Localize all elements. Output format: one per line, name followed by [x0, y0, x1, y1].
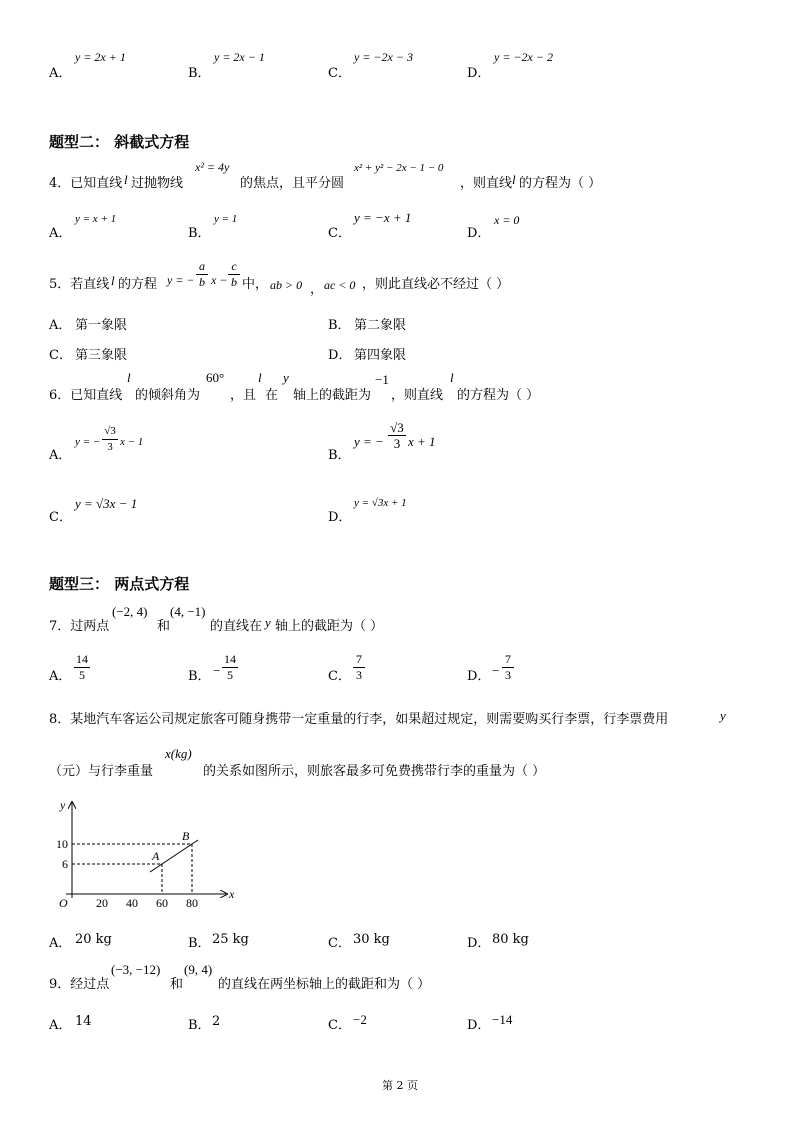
q6-var-l-3: l: [450, 370, 454, 385]
x-tick-label: 40: [126, 896, 138, 909]
q7-option-a-den: 5: [79, 668, 85, 682]
q9-option-c-label: C．: [328, 1018, 351, 1033]
q8-option-b-label: B．: [188, 936, 211, 951]
q6-var-l: l: [127, 370, 131, 385]
q5-var-l: l: [111, 273, 115, 288]
q7-option-b-label: B．: [188, 669, 211, 684]
q5-cond-ab: ab > 0: [270, 278, 303, 292]
q5-frac-den-b2: b: [231, 275, 237, 289]
q6-text-7: 的方程为（ ）: [457, 388, 540, 403]
q7-option-b-num: 14: [224, 652, 236, 666]
q9-option-a-text: 14: [75, 1014, 92, 1029]
q4-var-l: l: [124, 172, 128, 187]
q7-option-c-den: 3: [356, 668, 362, 682]
q4-option-b-expr: y = 1: [214, 213, 238, 225]
q6-var-y: y: [283, 370, 289, 385]
q6-option-b-den: 3: [393, 436, 401, 451]
q8-xkg: x(kg): [165, 746, 192, 761]
q7-option-a-num: 14: [76, 652, 88, 666]
q5-x-minus: x −: [211, 273, 228, 287]
x-axis-label: x: [229, 887, 235, 901]
q6-option-b-pre: y = −: [354, 434, 384, 449]
q7-option-d-num: 7: [502, 652, 514, 668]
q9-option-b-text: 2: [212, 1014, 221, 1029]
q6-option-b-label: B．: [328, 448, 351, 463]
q5-frac-a-b: [196, 259, 208, 290]
q6-option-b-post: x + 1: [408, 434, 436, 449]
q7-var-y: y: [265, 615, 271, 630]
q8-text-line1: 8．某地汽车客运公司规定旅客可随身携带一定重量的行李，如果超过规定，则需要购买行李票，行李票费用: [49, 712, 669, 727]
q9-option-a-label: A．: [49, 1018, 72, 1033]
q4-circle: x² + y² − 2x − 1 − 0: [354, 162, 444, 174]
q6-text-1: 6．已知直线: [49, 388, 123, 403]
q5-cond-ac: ac < 0: [324, 278, 356, 292]
q6-option-a-post: x − 1: [120, 436, 144, 448]
point-label-A: A: [152, 849, 160, 863]
q4-text-1: 4．已知直线: [49, 176, 123, 191]
page-footer: 第 2 页: [382, 1079, 418, 1092]
q5-option-c-text: 第三象限: [75, 348, 128, 363]
section-title-2: 题型二： 斜截式方程: [49, 133, 190, 151]
q4-text-5: 的方程为（ ）: [519, 176, 602, 191]
q4-option-a-label: A．: [49, 226, 72, 241]
q5-text-3: 中，: [242, 277, 269, 292]
q3-option-d-expr: y = −2x − 2: [494, 50, 553, 64]
q5-text-4: ，则此直线必不经过（ ）: [362, 277, 510, 292]
q6-option-a-frac: [102, 424, 118, 455]
q7-option-d-sign: −: [492, 663, 500, 678]
q6-option-d-label: D．: [328, 510, 352, 525]
q9-and: 和: [170, 977, 184, 992]
q7-option-a-frac: [74, 652, 90, 683]
q3-option-c-expr: y = −2x − 3: [354, 50, 413, 64]
q8-option-a-text: 20 kg: [75, 932, 112, 947]
q7-option-b-sign: −: [213, 663, 221, 678]
q8-graph: [40, 797, 240, 909]
q4-option-c-expr: y = −x + 1: [354, 210, 412, 225]
x-tick-label: 60: [156, 896, 168, 909]
q7-point-1: (−2, 4): [112, 604, 148, 619]
q6-text-6: ，则直线: [391, 388, 444, 403]
q7-option-d-den: 3: [505, 668, 511, 682]
q6-option-a-num: √3: [102, 424, 118, 440]
q6-option-a-pre: y = −: [75, 436, 101, 448]
q4-parabola: x² = 4y: [195, 160, 230, 174]
q8-var-y: y: [720, 708, 726, 723]
q8-option-a-label: A．: [49, 936, 72, 951]
origin-label: O: [59, 896, 68, 909]
q6-text-5: 轴上的截距为: [293, 388, 372, 403]
q6-text-3: ，且: [230, 388, 257, 403]
q7-text-3: 轴上的截距为（ ）: [275, 619, 384, 634]
q7-option-d-frac: [502, 652, 514, 683]
point-label-B: B: [182, 829, 190, 843]
q6-option-c-label: C．: [49, 510, 72, 525]
q5-eq-lhs: y = −: [167, 273, 195, 287]
q8-option-b-text: 25 kg: [212, 932, 249, 947]
section-title-3: 题型三： 两点式方程: [49, 575, 190, 593]
q9-option-d-text: −14: [492, 1012, 513, 1027]
q4-option-d-expr: x = 0: [494, 213, 520, 227]
q4-option-a-expr: y = x + 1: [75, 213, 117, 225]
q5-frac-den-b: b: [199, 275, 205, 289]
x-tick-label: 20: [96, 896, 108, 909]
q7-text-1: 7．过两点: [49, 619, 110, 634]
q8-text-3: 的关系如图所示，则旅客最多可免费携带行李的重量为（ ）: [203, 764, 546, 779]
q3-option-a-label: A．: [49, 66, 72, 81]
q7-option-c-label: C．: [328, 669, 351, 684]
y-tick-label: 6: [62, 857, 68, 871]
q8-text-2: （元）与行李重量: [49, 764, 154, 779]
q5-option-d-text: 第四象限: [354, 348, 407, 363]
q6-intercept: −1: [375, 372, 389, 387]
q6-option-b-num: √3: [388, 420, 406, 436]
q6-option-d-expr: y = √3x + 1: [354, 497, 407, 509]
q3-option-d-label: D．: [467, 66, 491, 81]
q7-text-2: 的直线在: [210, 619, 263, 634]
q5-comma: ，: [310, 282, 324, 297]
q3-option-a-expr: y = 2x + 1: [75, 50, 126, 64]
x-tick-label: 80: [186, 896, 198, 909]
y-axis-label: y: [60, 798, 66, 812]
q5-frac-c-b: [228, 259, 240, 290]
q9-point-1: (−3, −12): [111, 962, 161, 977]
q6-text-2: 的倾斜角为: [135, 388, 201, 403]
q7-option-c-num: 7: [353, 652, 365, 668]
q5-text-1: 5．若直线: [49, 277, 110, 292]
q4-text-2: 过抛物线: [131, 176, 184, 191]
q5-frac-num-c: c: [228, 259, 240, 275]
q6-text-4: 在: [265, 388, 279, 403]
q8-option-d-text: 80 kg: [492, 932, 529, 947]
q9-point-2: (9, 4): [184, 962, 213, 977]
q7-option-a-label: A．: [49, 669, 72, 684]
q8-option-c-label: C．: [328, 936, 351, 951]
q3-option-b-label: B．: [188, 66, 211, 81]
q4-text-3: 的焦点，且平分圆: [240, 176, 345, 191]
q7-option-d-label: D．: [467, 669, 491, 684]
q5-option-a-label: A．: [49, 318, 72, 333]
q8-option-c-text: 30 kg: [353, 932, 390, 947]
q4-option-c-label: C．: [328, 226, 351, 241]
q3-option-c-label: C．: [328, 66, 351, 81]
q5-option-c-label: C．: [49, 348, 72, 363]
q5-option-b-label: B．: [328, 318, 351, 333]
q9-option-c-text: −2: [353, 1012, 367, 1027]
y-tick-label: 10: [56, 837, 68, 851]
q5-option-b-text: 第二象限: [354, 318, 407, 333]
q5-text-2: 的方程: [118, 277, 158, 292]
q4-option-b-label: B．: [188, 226, 211, 241]
q6-angle: 60°: [206, 370, 225, 385]
q7-point-2: (4, −1): [170, 604, 206, 619]
q6-option-c-expr: y = √3x − 1: [75, 496, 138, 511]
q6-var-l-2: l: [258, 370, 262, 385]
q9-text-2: 的直线在两坐标轴上的截距和为（ ）: [218, 977, 431, 992]
q6-option-a-label: A．: [49, 448, 72, 463]
q4-var-l-2: l: [512, 172, 516, 187]
q3-option-b-expr: y = 2x − 1: [214, 50, 265, 64]
q5-option-a-text: 第一象限: [75, 318, 128, 333]
q6-option-b-frac: [388, 420, 406, 451]
q7-option-b-frac: [222, 652, 238, 683]
q4-text-4: ，则直线: [460, 176, 513, 191]
q9-text-1: 9．经过点: [49, 977, 110, 992]
q9-option-d-label: D．: [467, 1018, 491, 1033]
q4-option-d-label: D．: [467, 226, 491, 241]
q5-frac-num-a: a: [196, 259, 208, 275]
q7-option-b-den: 5: [227, 668, 233, 682]
q8-option-d-label: D．: [467, 936, 491, 951]
q6-option-a-den: 3: [107, 441, 113, 453]
q9-option-b-label: B．: [188, 1018, 211, 1033]
q7-option-c-frac: [353, 652, 365, 683]
q7-and: 和: [157, 619, 171, 634]
q5-option-d-label: D．: [328, 348, 352, 363]
